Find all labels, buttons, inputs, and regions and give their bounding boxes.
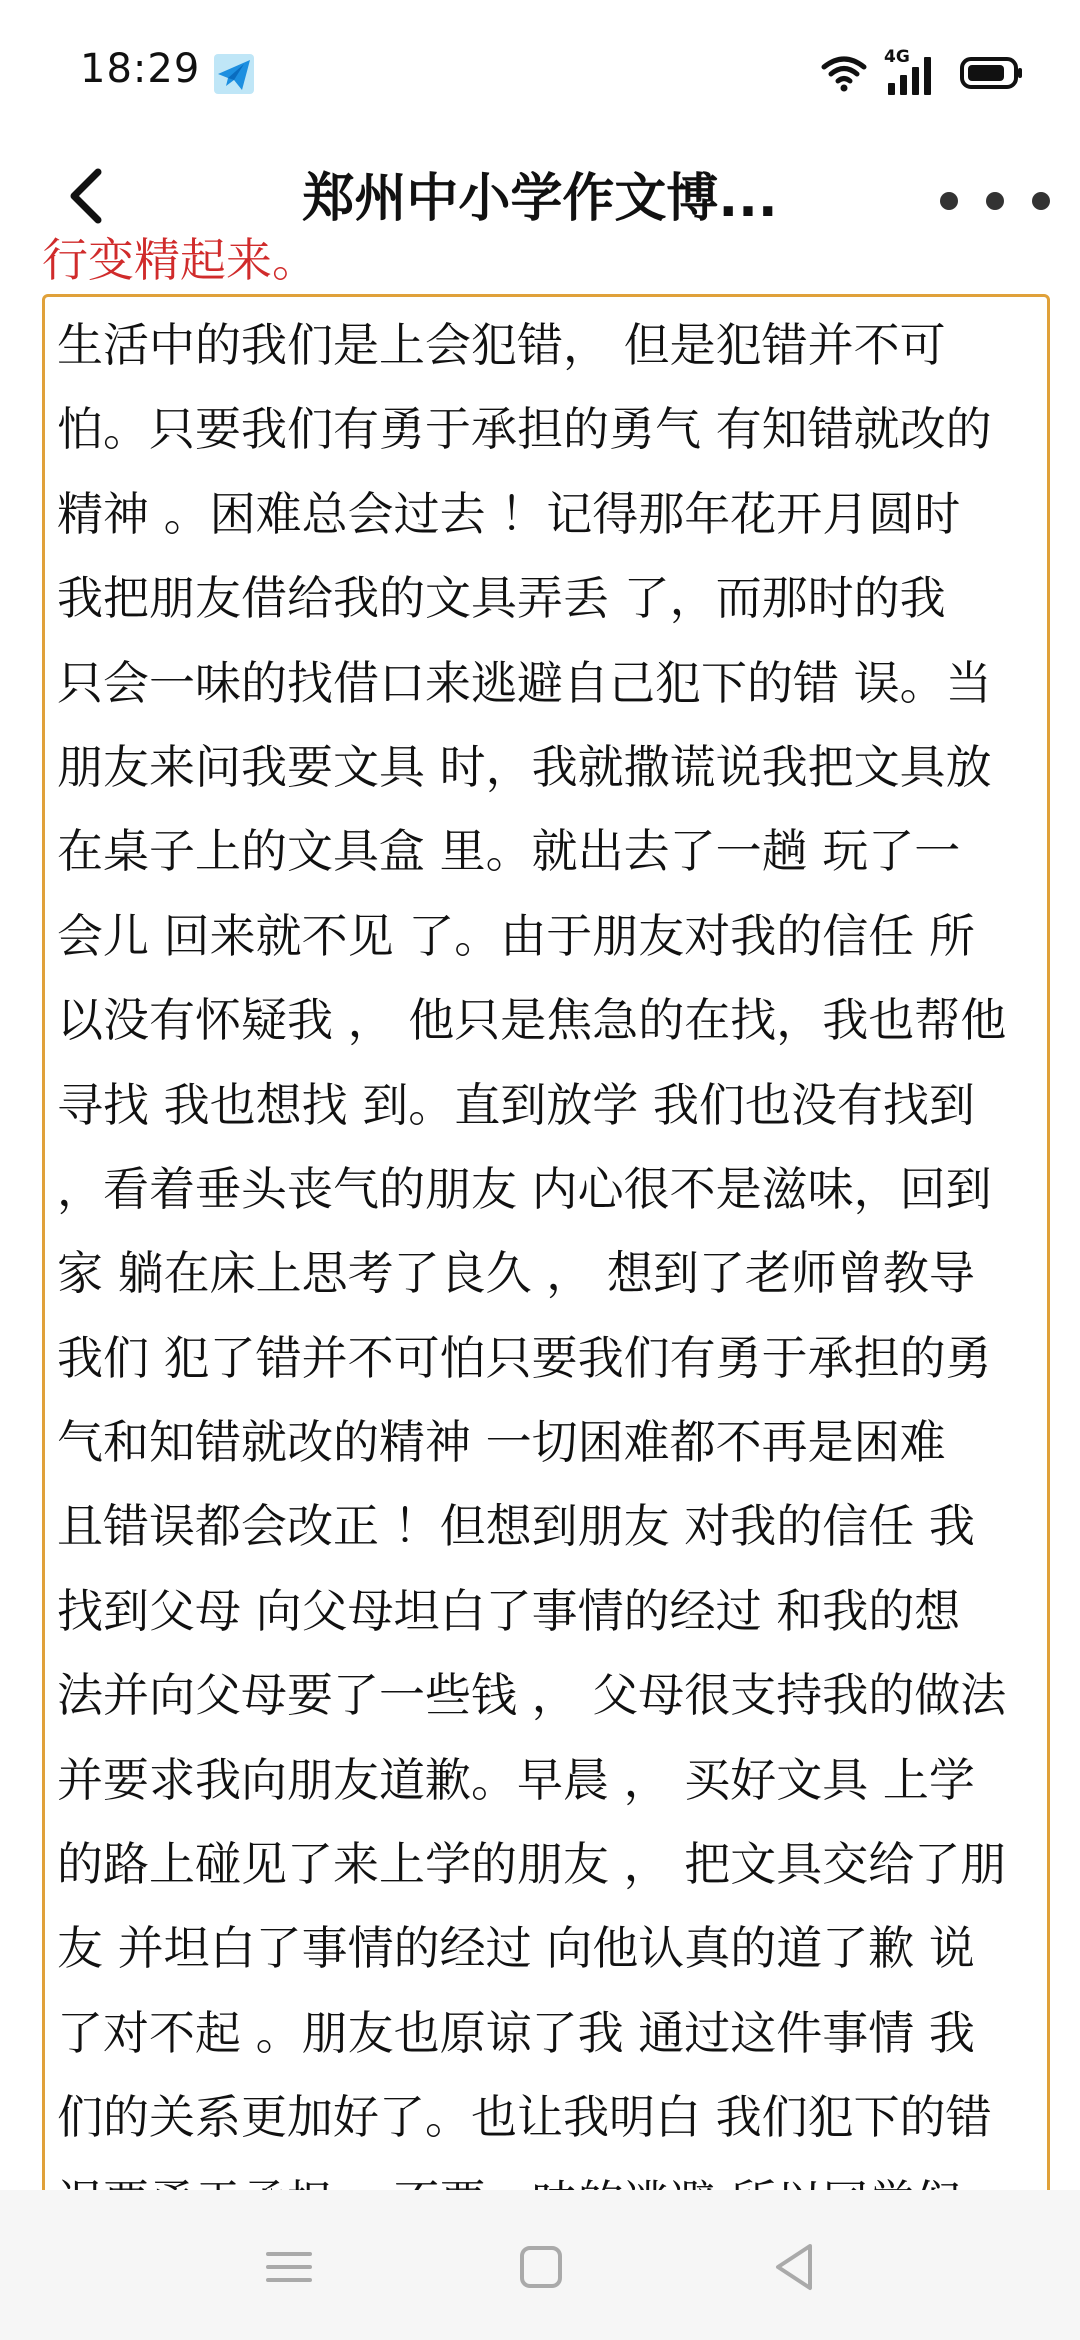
essay-line: 家 躺在床上思考了良久 ， 想到了老师曾教导 bbox=[57, 1246, 975, 1301]
essay-line: 法并向父母要了一些钱 ， 父母很支持我的做法 bbox=[57, 1668, 1007, 1723]
essay-line: 且错误都会改正 ！但想到朋友 对我的信任 我 bbox=[57, 1499, 975, 1554]
essay-line: 并要求我向朋友道歉。早晨 ， 买好文具 上学 bbox=[57, 1752, 975, 1807]
network-type-label: 4G bbox=[884, 47, 910, 67]
clipped-red-text: 行变精起来。 bbox=[42, 233, 318, 287]
more-icon-dot bbox=[986, 192, 1004, 210]
page-title: 郑州中小学作文博... bbox=[302, 169, 778, 229]
menu-button[interactable] bbox=[254, 2232, 324, 2302]
essay-line: 会儿 回来就不见 了。由于朋友对我的信任 所 bbox=[57, 908, 975, 963]
menu-icon bbox=[254, 2232, 324, 2302]
signal-icon bbox=[884, 47, 944, 97]
essay-line: 在桌子上的文具盒 里。就出去了一趟 玩了一 bbox=[57, 824, 961, 879]
home-button[interactable] bbox=[506, 2232, 576, 2302]
back-nav-button[interactable] bbox=[760, 2232, 830, 2302]
system-nav-bar bbox=[0, 2190, 1080, 2340]
more-icon-dot bbox=[1032, 192, 1050, 210]
essay-line: 了对不起 。朋友也原谅了我 通过这件事情 我 bbox=[57, 2005, 975, 2060]
back-triangle-icon bbox=[760, 2232, 830, 2302]
status-bar bbox=[0, 0, 1080, 150]
status-time: 18:29 bbox=[80, 46, 201, 92]
status-icons bbox=[820, 47, 1024, 98]
article-content[interactable] bbox=[0, 233, 1080, 2190]
essay-line: 精神 。困难总会过去 ！记得那年花开月圆时 bbox=[57, 486, 961, 541]
essay-line: 只会一味的找借口来逃避自己犯下的错 误。当 bbox=[57, 655, 992, 710]
essay-line: 我们 犯了错并不可怕只要我们有勇于承担的勇 bbox=[57, 1330, 992, 1385]
essay-line: 的路上碰见了来上学的朋友 ， 把文具交给了朋 bbox=[57, 1837, 1007, 1892]
essay-line: 友 并坦白了事情的经过 向他认真的道了歉 说 bbox=[57, 1921, 975, 1976]
wifi-icon bbox=[820, 53, 868, 97]
back-button[interactable] bbox=[52, 156, 132, 236]
home-square-icon bbox=[506, 2232, 576, 2302]
essay-line: 们的关系更加好了。也让我明白 我们犯下的错 bbox=[57, 2090, 992, 2145]
essay-line: 寻找 我也想找 到。直到放学 我们也没有找到 bbox=[57, 1077, 975, 1132]
essay-line: 气和知错就改的精神 一切困难都不再是困难 bbox=[57, 1415, 946, 1470]
more-button[interactable] bbox=[940, 166, 1050, 236]
essay-line: 生活中的我们是上会犯错， 但是犯错并不可 bbox=[57, 318, 946, 372]
telegram-icon bbox=[212, 52, 256, 96]
essay-line: 以没有怀疑我 ， 他只是焦急的在找，我也帮他 bbox=[57, 993, 1007, 1048]
more-icon bbox=[940, 192, 958, 210]
essay-line: 找到父母 向父母坦白了事情的经过 和我的想 bbox=[57, 1583, 961, 1638]
back-arrow-icon bbox=[52, 156, 132, 236]
essay-box bbox=[42, 294, 1050, 2294]
essay-line: 朋友来问我要文具 时，我就撒谎说我把文具放 bbox=[57, 739, 992, 794]
essay-line: ，看着垂头丧气的朋友 内心很不是滋味，回到 bbox=[57, 1161, 992, 1216]
essay-line: 我把朋友借给我的文具弄丢 了，而那时的我 bbox=[57, 571, 946, 626]
battery-icon bbox=[960, 55, 1024, 95]
essay-line: 怕。只要我们有勇于承担的勇气 有知错就改的 bbox=[57, 402, 992, 457]
